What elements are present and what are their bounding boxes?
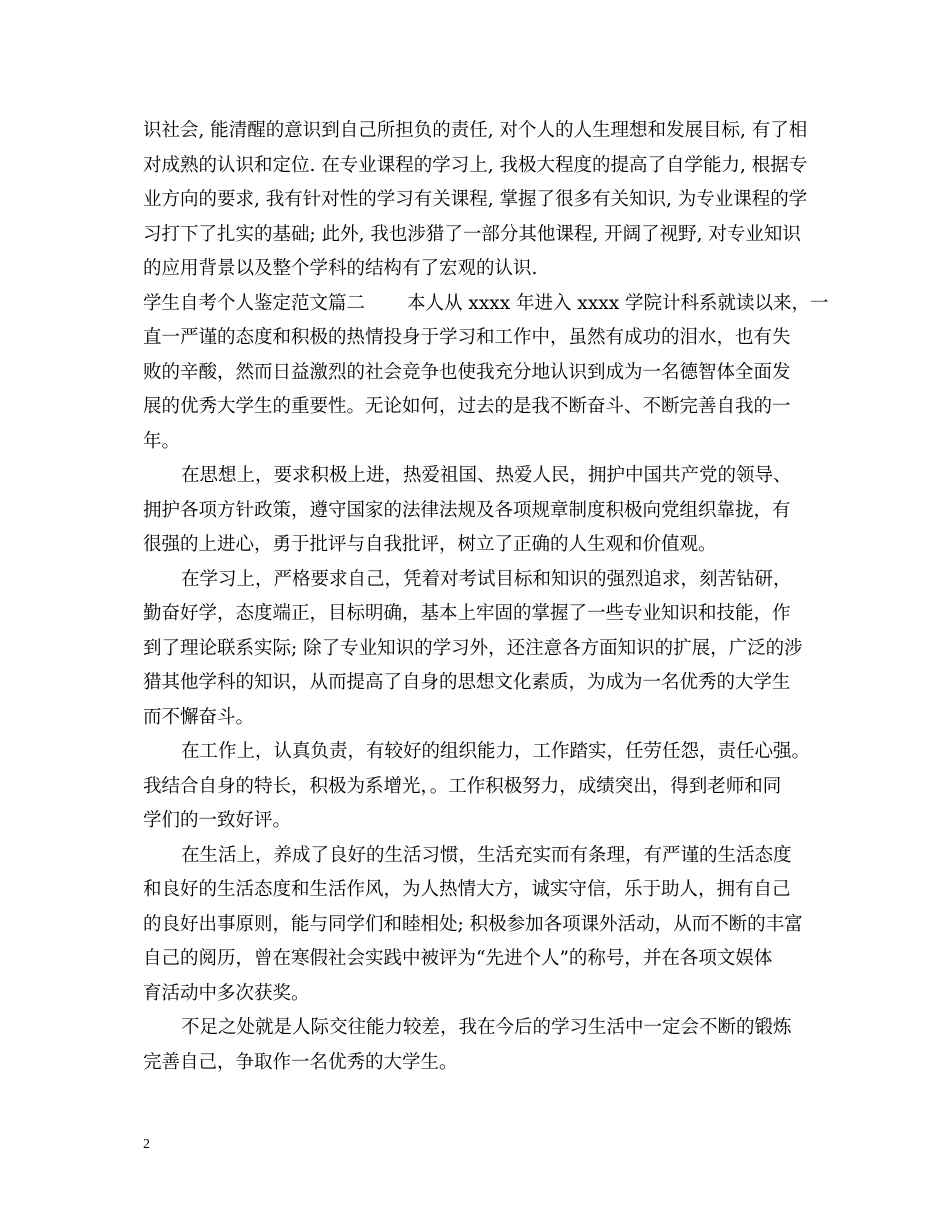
paragraph-line: 猎其他学科的知识，从而提高了自身的思想文化素质，为成为一名优秀的大学生: [143, 672, 791, 693]
paragraph-1: [143, 114, 823, 287]
section-title: 学生自考个人鉴定范文篇二: [143, 292, 366, 314]
paragraph-line: 我结合自身的特长，积极为系增光，。工作积极努力，成绩突出，得到老师和同: [143, 775, 782, 797]
paragraph-line: 对成熟的认识和定位. 在专业课程的学习上, 我极大程度的提高了自学能力, 根据专: [143, 154, 808, 176]
paragraph-5: [143, 735, 823, 839]
paragraph-line: 在生活上，养成了良好的生活习惯，生活充实而有条理，有严谨的生活态度: [181, 844, 792, 866]
paragraph-line: 学们的一致好评。: [143, 810, 292, 831]
paragraph-line: 而不懈奋斗。: [143, 706, 255, 728]
paragraph-line: 完善自己，争取作一名优秀的大学生。: [143, 1051, 458, 1073]
paragraph-6: [143, 839, 823, 1012]
document-body: [143, 114, 829, 1080]
paragraph-line: 勤奋好学，态度端正，目标明确，基本上牢固的掌握了一些专业知识和技能，作: [143, 603, 791, 624]
paragraph-2: [143, 287, 829, 460]
paragraph-line: 不足之处就是人际交往能力较差，我在今后的学习生活中一定会不断的锻炼: [181, 1017, 792, 1038]
paragraph-line: 败的辛酸，然而日益激烈的社会竞争也使我充分地认识到成为一名德智体全面发: [143, 361, 791, 383]
page-number: 2: [143, 1137, 150, 1152]
paragraph-line: 在学习上，严格要求自己，凭着对考试目标和知识的强烈追求，刻苦钻研，: [181, 568, 792, 590]
paragraph-line: 直一严谨的态度和积极的热情投身于学习和工作中，虽然有成功的泪水，也有失: [143, 327, 791, 348]
paragraph-line: 和良好的生活态度和生活作风，为人热情大方，诚实守信，乐于助人，拥有自己: [143, 879, 791, 900]
paragraph-line: 的应用背景以及整个学科的结构有了宏观的认识.: [143, 258, 538, 279]
paragraph-line: 育活动中多次获奖。: [143, 982, 310, 1004]
paragraph-line: 习打下了扎实的基础; 此外, 我也涉猎了一部分其他课程, 开阔了视野, 对专业知识: [143, 223, 801, 245]
paragraph-line: 业方向的要求, 我有针对性的学习有关课程, 掌握了很多有关知识, 为专业课程的学: [143, 189, 808, 210]
paragraph-line-start: 本人从 xxxx 年进入 xxxx 学院计科系就读以来，一: [407, 292, 829, 314]
paragraph-line: 拥护各项方针政策，遵守国家的法律法规及各项规章制度积极向党组织靠拢，有: [143, 499, 791, 521]
paragraph-3: [143, 459, 823, 563]
paragraph-line: 在思想上，要求积极上进，热爱祖国、热爱人民，拥护中国共产党的领导、: [181, 465, 792, 486]
paragraph-line: 到了理论联系实际; 除了专业知识的学习外，还注意各方面知识的扩展，广泛的涉: [143, 637, 803, 659]
paragraph-line: 识社会, 能清醒的意识到自己所担负的责任, 对个人的人生理想和发展目标, 有了相: [143, 120, 808, 141]
paragraph-line: 年。: [143, 430, 181, 452]
paragraph-7: [143, 1011, 823, 1080]
paragraph-line: 在工作上，认真负责，有较好的组织能力，工作踏实，任劳任怨，责任心强。: [181, 741, 811, 762]
paragraph-line: 的良好出事原则，能与同学们和睦相处; 积极参加各项课外活动，从而不断的丰富: [143, 913, 803, 935]
paragraph-line: 展的优秀大学生的重要性。无论如何，过去的是我不断奋斗、不断完善自我的一: [143, 396, 791, 417]
paragraph-line: 很强的上进心，勇于批评与自我批评，树立了正确的人生观和价值观。: [143, 534, 717, 555]
paragraph-line: 自己的阅历，曾在寒假社会实践中被评为“先进个人”的称号，并在各项文娱体: [143, 948, 773, 969]
paragraph-4: [143, 563, 823, 736]
section-title-line: [143, 287, 829, 322]
